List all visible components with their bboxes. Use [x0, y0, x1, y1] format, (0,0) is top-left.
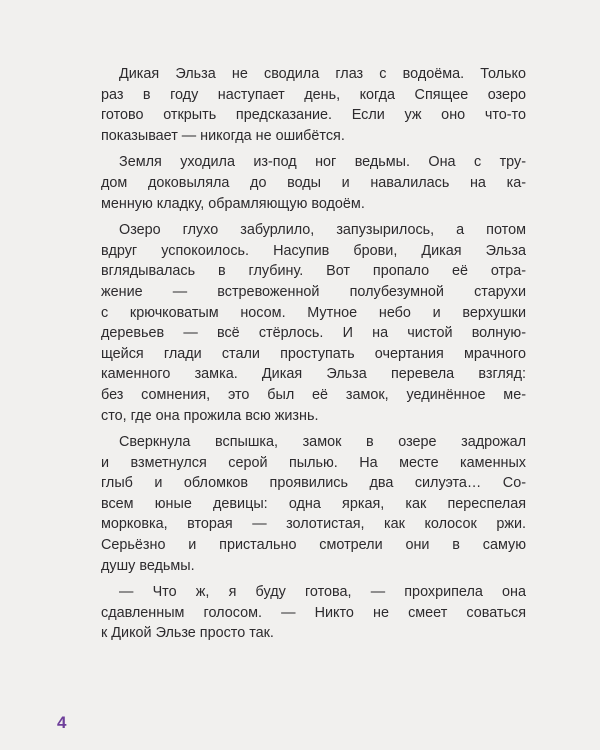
text-line: вглядывалась в глубину. Вот пропало её отра-: [101, 263, 526, 280]
text-line: менную кладку, обрамляющую водоём.: [101, 195, 365, 212]
text-line: раз в году наступает день, когда Спящее озеро: [101, 86, 526, 103]
text-line: дом доковыляла до воды и навалилась на ка-: [101, 174, 526, 191]
text-line: щейся глади стали проступать очертания мрачного: [101, 345, 526, 362]
text-line: Земля уходила из-под ног ведьмы. Она с тру-: [119, 154, 526, 171]
text-line: Озеро глухо забурлило, запузырилось, а потом: [119, 222, 526, 239]
text-line: — Что ж, я буду готова, — прохрипела она: [119, 584, 526, 601]
text-line: без сомнения, это был её замок, уединённое ме-: [101, 386, 526, 403]
paragraph-4: [101, 432, 526, 576]
text-line: душу ведьмы.: [101, 557, 195, 574]
text-line: каменного замка. Дикая Эльза перевела взгляд:: [101, 366, 526, 383]
text-line: готово открыть предсказание. Если уж оно что-то: [101, 107, 526, 124]
text-line: с крючковатым носом. Мутное небо и верхушки: [101, 304, 526, 321]
page-body: [101, 64, 526, 650]
text-line: Дикая Эльза не сводила глаз с водоёма. Только: [119, 66, 526, 82]
text-line: к Дикой Эльзе просто так.: [101, 625, 274, 642]
text-line: глыб и обломков проявились два силуэта… Со-: [101, 475, 526, 492]
text-line: Сверкнула вспышка, замок в озере задрожал: [119, 434, 526, 451]
text-line: деревьев — всё стёрлось. И на чистой волную-: [101, 325, 526, 342]
text-line: сдавленным голосом. — Никто не смеет соваться: [101, 604, 526, 621]
text-line: всем юные девицы: одна яркая, как переспелая: [101, 495, 526, 512]
text-line: и взметнулся серой пылью. На месте каменных: [101, 454, 526, 471]
text-line: сто, где она прожила всю жизнь.: [101, 407, 319, 424]
paragraph-5: [101, 582, 526, 644]
text-line: показывает — никогда не ошибётся.: [101, 127, 345, 144]
text-line: морковка, вторая — золотистая, как колосок ржи.: [101, 516, 526, 533]
text-line: вдруг успокоилось. Насупив брови, Дикая Эльза: [101, 242, 526, 259]
text-line: Серьёзно и пристально смотрели они в самую: [101, 537, 526, 554]
page-number: 4: [57, 713, 67, 732]
text-line: жение — встревоженной полубезумной старухи: [101, 283, 526, 300]
paragraph-1: [101, 64, 526, 146]
paragraph-2: [101, 152, 526, 214]
paragraph-3: [101, 220, 526, 426]
